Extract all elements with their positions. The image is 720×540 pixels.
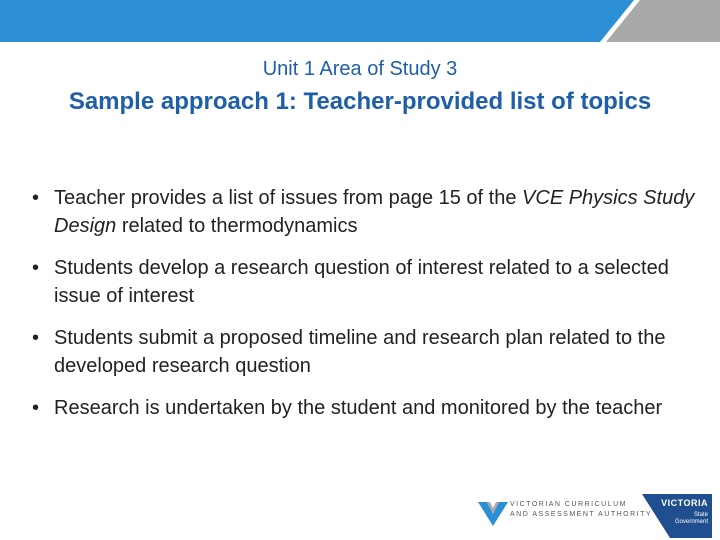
bullet-text: Research is undertaken by the student and monitored by the teacher xyxy=(54,397,663,419)
bullet-icon: • xyxy=(32,327,40,349)
bullet-text-pre: Teacher provides a list of issues from page 15 of the xyxy=(54,187,523,209)
vcaa-line-1: VICTORIAN CURRICULUM xyxy=(510,501,627,508)
vcaa-wordmark xyxy=(510,500,652,520)
bullet-text: Students develop a research question of interest related to a selected issue of interest xyxy=(54,257,669,307)
bullet-item-2 xyxy=(30,254,700,310)
bullet-text: Students submit a proposed timeline and research plan related to the developed research question xyxy=(54,327,666,377)
bullet-icon: • xyxy=(32,397,40,419)
bullet-item-1 xyxy=(30,184,700,240)
victoria-state: State xyxy=(693,512,708,518)
victoria-government-logo xyxy=(642,494,712,538)
bullet-icon: • xyxy=(32,187,40,209)
victoria-wordmark: VICTORIA xyxy=(661,498,708,508)
victoria-government: Government xyxy=(674,519,708,525)
header-banner xyxy=(0,0,720,42)
victoria-subtext xyxy=(642,512,708,526)
bullet-item-3 xyxy=(30,324,700,380)
slide-subtitle: Unit 1 Area of Study 3 xyxy=(262,58,458,80)
vcaa-line-2: AND ASSESSMENT AUTHORITY xyxy=(510,511,653,518)
vcaa-logo xyxy=(478,500,653,526)
bullet-text-emphasis: VCE Physics Study Design xyxy=(54,187,695,237)
header-blue-band xyxy=(0,0,634,42)
slide-title: Sample approach 1: Teacher-provided list of topics xyxy=(68,88,652,115)
bullet-list xyxy=(30,184,700,436)
vcaa-chevron-icon xyxy=(478,500,508,526)
bullet-text-post: related to thermodynamics xyxy=(116,215,358,237)
bullet-icon: • xyxy=(32,257,40,279)
bullet-item-4 xyxy=(30,394,700,422)
